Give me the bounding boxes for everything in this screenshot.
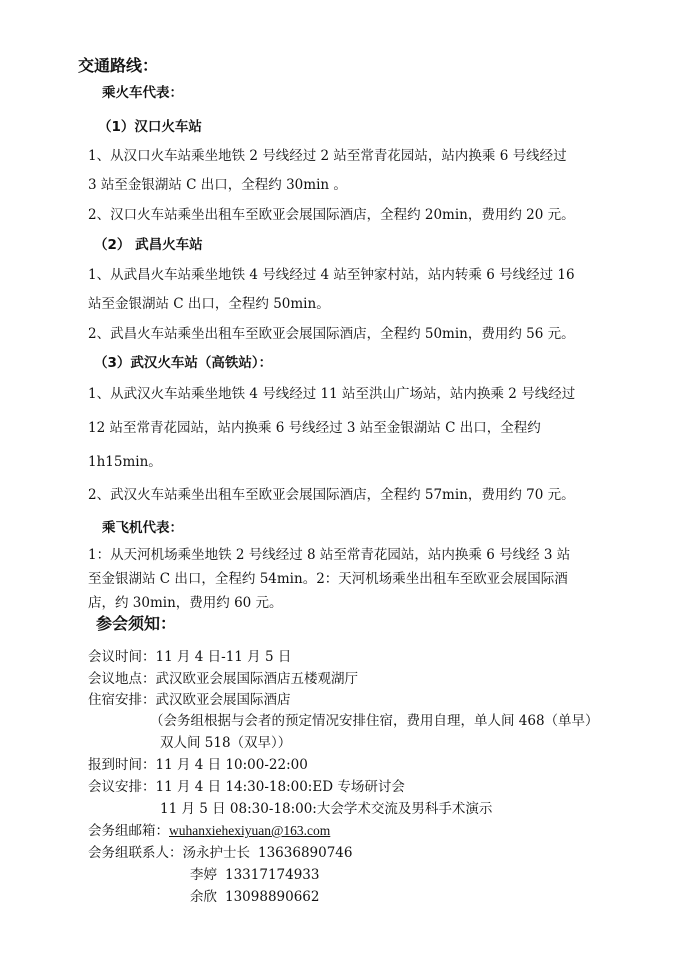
plane-route-line-3: 店，约 30min，费用约 60 元。 bbox=[88, 595, 283, 611]
schedule-label: 会议安排： bbox=[88, 779, 156, 795]
train-section-title: 乘火车代表： bbox=[102, 85, 183, 101]
wuhan-route-1-cont: 12 站至常青花园站，站内换乘 6 号线经过 3 站至金银湖站 C 出口，全程约 bbox=[88, 420, 541, 436]
contact-row-2 bbox=[190, 866, 319, 884]
wuchang-route-1: 1、从武昌火车站乘坐地铁 4 号线经过 4 站至钟家村站，站内转乘 6 号线经过 16 bbox=[88, 267, 575, 283]
meeting-time-label: 会议时间： bbox=[88, 649, 156, 665]
meeting-time-value: 11 月 4 日-11 月 5 日 bbox=[155, 649, 292, 665]
contact-name: 余欣 bbox=[190, 889, 217, 905]
lodging-label: 住宿安排： bbox=[88, 692, 156, 708]
wuchang-station-title: （2） 武昌火车站 bbox=[94, 237, 203, 253]
email-row bbox=[88, 822, 330, 840]
transport-title: 交通路线： bbox=[78, 56, 159, 75]
notice-title: 参会须知： bbox=[96, 614, 177, 633]
checkin-row bbox=[88, 756, 308, 774]
hankou-station-title: （1）汉口火车站 bbox=[98, 119, 202, 135]
lodging-row bbox=[88, 691, 291, 709]
plane-route-line-2: 至金银湖站 C 出口，全程约 54min。2：天河机场乘坐出租车至欧亚会展国际酒 bbox=[88, 571, 568, 587]
plane-route-line-1: 1：从天河机场乘坐地铁 2 号线经过 8 站至常青花园站，站内换乘 6 号线经 3 站 bbox=[88, 547, 571, 563]
contact-row-1 bbox=[88, 844, 352, 862]
hankou-route-1: 1、从汉口火车站乘坐地铁 2 号线经过 2 站至常青花园站，站内换乘 6 号线经过 bbox=[88, 148, 567, 164]
contact-name: 汤永护士长 bbox=[182, 845, 250, 861]
wuchang-route-2: 2、武昌火车站乘坐出租车至欧亚会展国际酒店，全程约 50min，费用约 56 元。 bbox=[88, 326, 575, 342]
plane-section-title: 乘飞机代表： bbox=[102, 520, 183, 536]
schedule-day-1: 11 月 4 日 14:30-18:00:ED 专场研讨会 bbox=[155, 779, 405, 795]
contact-label: 会务组联系人： bbox=[88, 845, 183, 861]
meeting-place-row bbox=[88, 670, 358, 688]
wuchang-route-1-cont: 站至金银湖站 C 出口，全程约 50min。 bbox=[88, 296, 330, 312]
contact-name: 李婷 bbox=[190, 867, 217, 883]
schedule-row bbox=[88, 778, 405, 796]
lodging-note-2: 双人间 518（双早）） bbox=[160, 735, 292, 751]
meeting-time-row bbox=[88, 648, 291, 666]
meeting-place-label: 会议地点： bbox=[88, 671, 156, 687]
hankou-route-2: 2、汉口火车站乘坐出租车至欧亚会展国际酒店，全程约 20min，费用约 20 元。 bbox=[88, 207, 575, 223]
email-label: 会务组邮箱： bbox=[88, 823, 169, 839]
wuhan-route-2: 2、武汉火车站乘坐出租车至欧亚会展国际酒店，全程约 57min，费用约 70 元。 bbox=[88, 487, 575, 503]
wuhan-route-1-cont2: 1h15min。 bbox=[88, 454, 162, 470]
meeting-place-value: 武汉欧亚会展国际酒店五楼观湖厅 bbox=[155, 671, 358, 687]
lodging-note-1: （会务组根据与会者的预定情况安排住宿，费用自理，单人间 468（单早） bbox=[150, 713, 599, 729]
schedule-day-2: 11 月 5 日 08:30-18:00:大会学术交流及男科手术演示 bbox=[160, 801, 493, 817]
checkin-value: 11 月 4 日 10:00-22:00 bbox=[155, 757, 308, 773]
contact-phone: 13636890746 bbox=[258, 845, 353, 861]
email-link[interactable]: wuhanxiehexiyuan@163.com bbox=[169, 823, 331, 838]
wuhan-route-1: 1、从武汉火车站乘坐地铁 4 号线经过 11 站至洪山广场站，站内换乘 2 号线经过 bbox=[88, 386, 576, 402]
hankou-route-1-cont: 3 站至金银湖站 C 出口，全程约 30min 。 bbox=[88, 177, 347, 193]
contact-phone: 13317174933 bbox=[225, 867, 320, 883]
contact-phone: 13098890662 bbox=[225, 889, 320, 905]
checkin-label: 报到时间： bbox=[88, 757, 156, 773]
wuhan-station-title: （3）武汉火车站（高铁站）： bbox=[94, 355, 273, 371]
contact-row-3 bbox=[190, 888, 319, 906]
lodging-value: 武汉欧亚会展国际酒店 bbox=[155, 692, 291, 708]
